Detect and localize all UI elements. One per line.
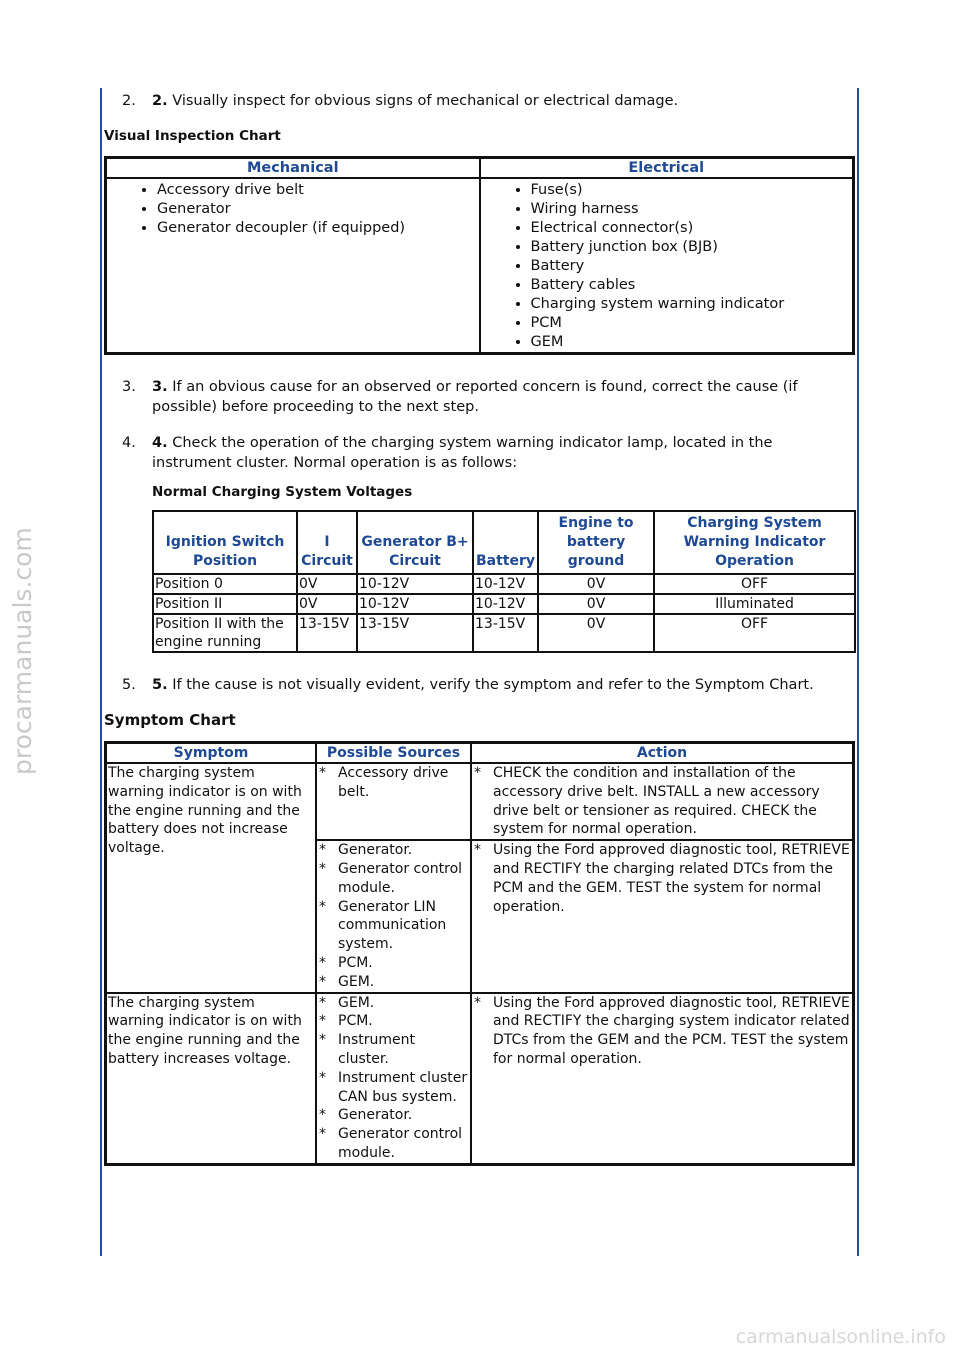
cell: Position 0	[153, 574, 297, 594]
header-mechanical: Mechanical	[106, 158, 480, 179]
bullet-star: *	[319, 973, 326, 990]
list-item: * PCM.	[319, 954, 373, 971]
action-cell	[471, 993, 854, 1165]
list-item: * Generator control module.	[319, 1126, 463, 1161]
list-item: • Generator	[157, 200, 479, 219]
list-item: * PCM.	[319, 1013, 373, 1030]
left-border	[100, 88, 102, 1256]
header-engine-ground: Engine to battery ground	[538, 511, 654, 574]
cell: 13-15V	[473, 614, 538, 652]
right-border	[857, 88, 859, 1256]
list-item: • Electrical connector(s)	[531, 219, 853, 238]
visual-inspection-caption: Visual Inspection Chart	[104, 128, 281, 144]
action-cell	[471, 763, 854, 840]
list-item: * Using the Ford approved diagnostic tool, RETRIEVE and RECTIFY the charging system indicator related DTCs from the GEM and the PCM. TEST the system for normal operation.	[474, 994, 850, 1067]
list-item: • Wiring harness	[531, 200, 853, 219]
mechanical-cell	[106, 178, 480, 354]
bullet-star: *	[319, 1069, 326, 1086]
visual-inspection-table	[104, 156, 855, 355]
cell: Position II with the engine running	[153, 614, 297, 652]
list-item: • Generator decoupler (if equipped)	[157, 219, 479, 238]
list-item: * CHECK the condition and installation of the accessory drive belt. INSTALL a new accessory drive belt or tensioner as required. CHECK the system for normal operation.	[474, 765, 820, 838]
bullet-star: *	[474, 994, 481, 1011]
header-symptom: Symptom	[106, 743, 317, 764]
bullet-star: *	[319, 1013, 326, 1030]
bullet-star: *	[319, 1107, 326, 1124]
header-i-circuit: I Circuit	[297, 511, 357, 574]
page-content	[104, 84, 856, 1166]
cell: 13-15V	[357, 614, 473, 652]
bullet-star: *	[319, 898, 326, 915]
symptom-cell: The charging system warning indicator is on with the engine running and the battery does not increase voltage.	[106, 763, 317, 993]
symptom-cell: The charging system warning indicator is on with the engine running and the battery increases voltage.	[106, 993, 317, 1165]
cell: 0V	[297, 574, 357, 594]
header-ignition-position: Ignition Switch Position	[153, 511, 297, 574]
header-warning-indicator: Charging System Warning Indicator Operation	[654, 511, 855, 574]
header-possible-sources: Possible Sources	[316, 743, 471, 764]
bullet-star: *	[319, 842, 326, 859]
step-5	[104, 675, 856, 695]
bullet-star: *	[319, 1032, 326, 1049]
step-number: 2.	[122, 93, 136, 109]
header-battery: Battery	[473, 511, 538, 574]
symptom-chart-caption: Symptom Chart	[104, 711, 236, 729]
list-item: * Using the Ford approved diagnostic tool, RETRIEVE and RECTIFY the charging related DTCs from the PCM and the GEM. TEST the system for normal operation.	[474, 842, 850, 915]
step-number: 5.	[122, 677, 136, 693]
step-text: Visually inspect for obvious signs of mechanical or electrical damage.	[167, 93, 679, 109]
bullet-star: *	[319, 954, 326, 971]
list-item: • Battery cables	[531, 276, 853, 295]
list-item: • Battery junction box (BJB)	[531, 238, 853, 257]
bullet-star: *	[319, 765, 326, 781]
cell: 10-12V	[357, 594, 473, 614]
step-text: If an obvious cause for an observed or reported concern is found, correct the cause (if possible) before proceeding to the next step.	[152, 379, 798, 415]
cell: Illuminated	[654, 594, 855, 614]
cell: OFF	[654, 614, 855, 652]
list-item: * Generator.	[319, 1107, 413, 1124]
table-row	[106, 763, 854, 840]
cell: 10-12V	[473, 594, 538, 614]
list-item: * Generator control module.	[319, 860, 463, 896]
action-cell	[471, 840, 854, 992]
cell: 10-12V	[473, 574, 538, 594]
step-text: If the cause is not visually evident, verify the symptom and refer to the Symptom Chart.	[167, 677, 814, 693]
step-number: 4.	[122, 435, 136, 451]
side-watermark: procarmanuals.com	[8, 527, 37, 775]
table-row	[153, 614, 855, 652]
header-electrical: Electrical	[480, 158, 854, 179]
list-item: * Instrument cluster CAN bus system.	[319, 1069, 468, 1105]
voltages-caption: Normal Charging System Voltages	[152, 484, 413, 500]
step-4	[104, 433, 856, 473]
sources-cell	[316, 840, 471, 992]
cell: Position II	[153, 594, 297, 614]
cell: OFF	[654, 574, 855, 594]
cell: 0V	[538, 574, 654, 594]
header-generator-b-circuit: Generator B+ Circuit	[357, 511, 473, 574]
list-item: * Generator.	[319, 842, 413, 859]
mechanical-list	[107, 181, 479, 238]
list-item: • Charging system warning indicator	[531, 295, 853, 314]
step-text: Check the operation of the charging system warning indicator lamp, located in the instrument cluster. Normal operation is as follows:	[152, 435, 773, 471]
cell: 0V	[538, 594, 654, 614]
cell: 0V	[297, 594, 357, 614]
list-item: • Fuse(s)	[531, 181, 853, 200]
step-bold-number: 4.	[152, 435, 168, 451]
cell: 13-15V	[297, 614, 357, 652]
list-item: * Accessory drive belt.	[319, 765, 449, 800]
list-item: • Accessory drive belt	[157, 181, 479, 200]
symptom-table	[104, 741, 855, 1166]
sources-cell	[316, 763, 471, 840]
bottom-watermark: carmanualsonline.info	[735, 1326, 946, 1348]
step-3	[104, 377, 856, 417]
step-number: 3.	[122, 379, 136, 395]
step-bold-number: 5.	[152, 677, 168, 693]
step-bold-number: 2.	[152, 93, 168, 109]
bullet-star: *	[319, 860, 326, 877]
cell: 10-12V	[357, 574, 473, 594]
cell: 0V	[538, 614, 654, 652]
list-item: * GEM.	[319, 994, 375, 1011]
voltages-table	[152, 510, 856, 653]
header-action: Action	[471, 743, 854, 764]
table-row	[153, 594, 855, 614]
electrical-list	[481, 181, 853, 352]
list-item: * Instrument cluster.	[319, 1032, 416, 1067]
bullet-star: *	[319, 1126, 326, 1143]
step-2	[104, 91, 856, 111]
table-row	[153, 574, 855, 594]
table-row	[106, 993, 854, 1165]
list-item: • GEM	[531, 333, 853, 352]
electrical-cell	[480, 178, 854, 354]
bullet-star: *	[474, 765, 481, 781]
step-bold-number: 3.	[152, 379, 168, 395]
list-item: • PCM	[531, 314, 853, 333]
list-item: * Generator LIN communication system.	[319, 898, 447, 953]
list-item: • Battery	[531, 257, 853, 276]
sources-cell	[316, 993, 471, 1165]
bullet-star: *	[319, 994, 326, 1011]
bullet-star: *	[474, 842, 481, 859]
list-item: * GEM.	[319, 973, 375, 990]
